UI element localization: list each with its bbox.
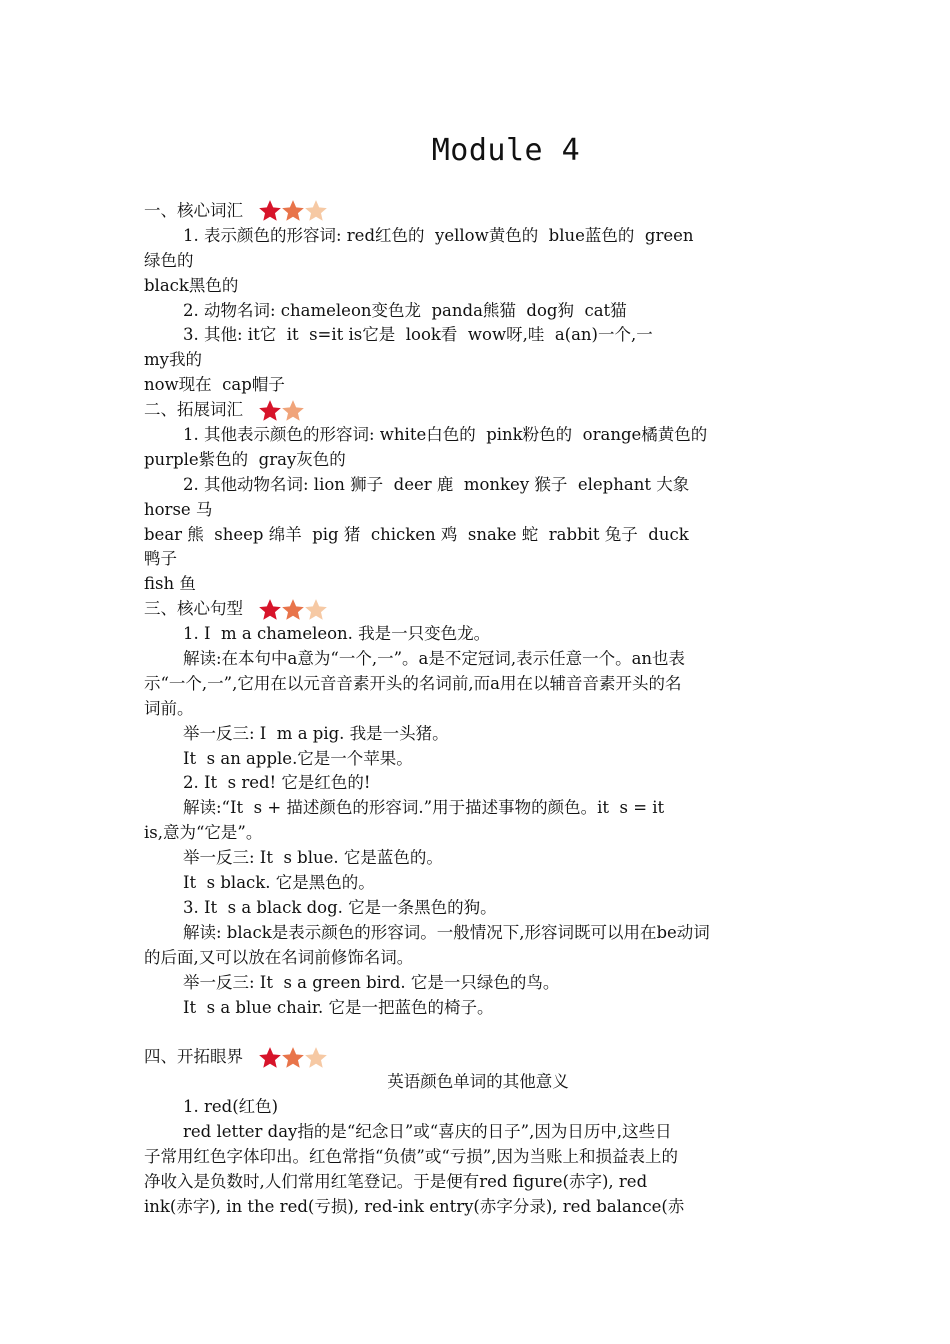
text-line: 示“一个,一”,它用在以元音音素开头的名词前,而a用在以辅音音素开头的名 <box>144 673 682 693</box>
section-label: 一、核心词汇 <box>144 201 243 220</box>
difficulty-stars <box>257 1045 326 1071</box>
text-line: 2. It s red! 它是红色的! <box>183 773 371 793</box>
difficulty-stars <box>257 398 303 424</box>
difficulty-stars <box>257 198 326 224</box>
text-line: 1. red(红色) <box>183 1097 279 1117</box>
text-line: purple紫色的 gray灰色的 <box>144 449 346 469</box>
section-heading-broaden-horizons <box>144 1045 812 1070</box>
star-half-icon <box>280 398 306 424</box>
text-line: 举一反三: It s blue. 它是蓝色的。 <box>183 848 443 868</box>
text-line: 鸭子 <box>144 549 177 569</box>
text-line: 绿色的 <box>144 250 194 270</box>
text-line: 3. It s a black dog. 它是一条黑色的狗。 <box>183 897 497 917</box>
text-line: now现在 cap帽子 <box>144 375 285 395</box>
text-line: 举一反三: It s a green bird. 它是一只绿色的鸟。 <box>183 972 560 992</box>
section-label: 二、拓展词汇 <box>144 400 243 420</box>
text-line: ink(赤字), in the red(亏损), red-ink entry(赤字分录), red balance(赤 <box>144 1196 685 1216</box>
text-line: fish 鱼 <box>144 574 196 594</box>
text-line: 1. 表示颜色的形容词: red红色的 yellow黄色的 blue蓝色的 green <box>183 225 694 245</box>
difficulty-stars <box>257 597 326 623</box>
text-line: 3. 其他: it它 it s=it is它是 look看 wow呀,哇 a(an)一个,一 <box>183 325 653 345</box>
text-line: 净收入是负数时,人们常用红笔登记。于是便有red figure(赤字), red <box>144 1171 648 1191</box>
text-line: is,意为“它是”。 <box>144 823 263 843</box>
text-line: 词前。 <box>144 698 194 718</box>
text-line: 1. 其他表示颜色的形容词: white白色的 pink粉色的 orange橘黄色的 <box>183 425 708 445</box>
text-line: 举一反三: I m a pig. 我是一头猪。 <box>183 723 449 743</box>
text-line: horse 马 <box>144 499 213 519</box>
text-line: my我的 <box>144 350 202 370</box>
text-line: 的后面,又可以放在名词前修饰名词。 <box>144 947 414 967</box>
text-line: 解读:“It s + 描述颜色的形容词.”用于描述事物的颜色。it s = it <box>183 798 665 818</box>
text-line: 解读: black是表示颜色的形容词。一般情况下,形容词既可以用在be动词 <box>183 922 710 942</box>
text-line: 1. I m a chameleon. 我是一只变色龙。 <box>183 624 491 644</box>
section-heading-extended-vocab <box>144 398 812 423</box>
text-line: It s black. 它是黑色的。 <box>183 873 375 893</box>
text-line: red letter day指的是“纪念日”或“喜庆的日子”,因为日历中,这些日 <box>183 1121 672 1141</box>
section-label: 四、开拓眼界 <box>144 1047 243 1067</box>
subsection-title: 英语颜色单词的其他意义 <box>387 1072 569 1092</box>
section-label: 三、核心句型 <box>144 599 243 619</box>
text-line: 2. 动物名词: chameleon变色龙 panda熊猫 dog狗 cat猫 <box>183 300 627 320</box>
text-line: 子常用红色字体印出。红色常指“负债”或“亏损”,因为当账上和损益表上的 <box>144 1146 678 1166</box>
star-half-icon <box>303 198 329 224</box>
text-line: 2. 其他动物名词: lion 狮子 deer 鹿 monkey 猴子 elephant 大象 <box>183 474 690 494</box>
section-heading-core-vocab <box>144 199 812 224</box>
text-line: It s an apple.它是一个苹果。 <box>183 748 413 768</box>
text-line: black黑色的 <box>144 275 239 295</box>
text-line: bear 熊 sheep 绵羊 pig 猪 chicken 鸡 snake 蛇 rabbit 兔子 duck <box>144 524 689 544</box>
document-body <box>144 199 812 1220</box>
star-half-icon <box>303 597 329 623</box>
section-heading-core-sentences <box>144 597 812 622</box>
text-line: It s a blue chair. 它是一把蓝色的椅子。 <box>183 997 494 1017</box>
page-title: Module 4 <box>431 133 581 168</box>
text-line: 解读:在本句中a意为“一个,一”。a是不定冠词,表示任意一个。an也表 <box>183 649 686 669</box>
blank-line <box>144 1020 812 1045</box>
star-half-icon <box>303 1045 329 1071</box>
